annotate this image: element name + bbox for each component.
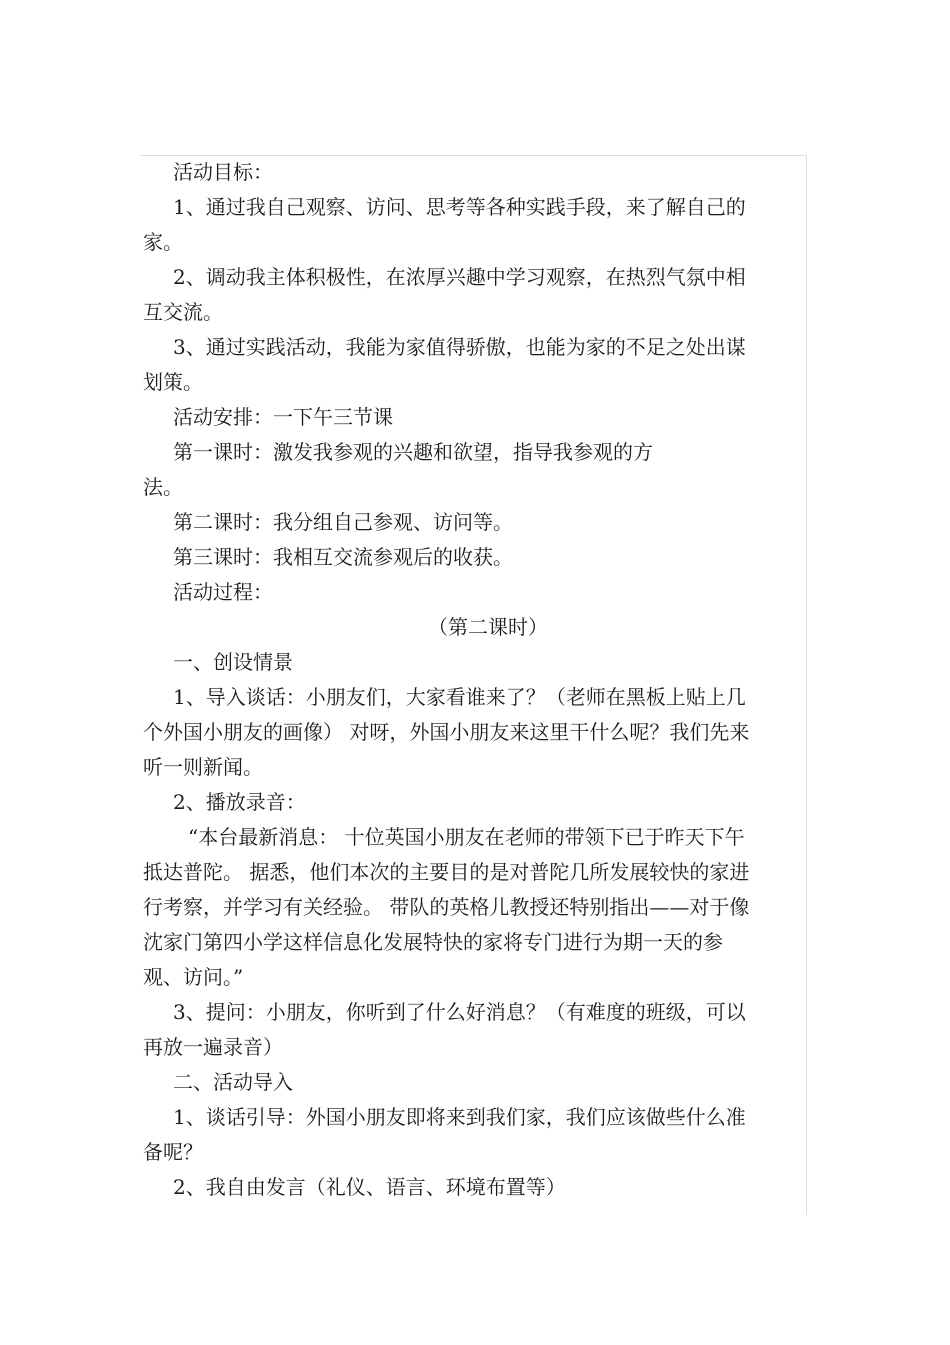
paragraph-line: 3、提问：小朋友，你听到了什么好消息？（有难度的班级，可以	[173, 1000, 746, 1024]
quote-line: 行考察，并学习有关经验。 带队的英格儿教授还特别指出——对于像	[143, 895, 750, 919]
paragraph-line: 第二课时：我分组自己参观、访问等。	[173, 510, 513, 534]
heading-section-two: 二、活动导入	[173, 1070, 293, 1094]
section-subtitle: （第二课时）	[428, 615, 548, 639]
paragraph-line: 第三课时：我相互交流参观后的收获。	[173, 545, 513, 569]
quote-line: 观、访问。”	[143, 965, 244, 989]
document-body	[143, 157, 793, 1207]
paragraph-line: 家。	[143, 230, 183, 254]
heading-activity-goals: 活动目标：	[173, 160, 273, 184]
paragraph-line: 个外国小朋友的画像） 对呀，外国小朋友来这里干什么呢？我们先来	[143, 720, 750, 744]
paragraph-line: 备呢？	[143, 1140, 203, 1164]
quote-line: “本台最新消息： 十位英国小朋友在老师的带领下已于昨天下午	[188, 825, 745, 849]
heading-activity-schedule: 活动安排：一下午三节课	[173, 405, 393, 429]
paragraph-line: 法。	[143, 475, 183, 499]
paragraph-line: 再放一遍录音）	[143, 1035, 283, 1059]
paragraph-line: 2、我自由发言（礼仪、语言、环境布置等）	[173, 1175, 566, 1199]
quote-line: 沈家门第四小学这样信息化发展特快的家将专门进行为期一天的参	[143, 930, 723, 954]
quote-line: 抵达普陀。 据悉，他们本次的主要目的是对普陀几所发展较快的家进	[143, 860, 750, 884]
paragraph-line: 3、通过实践活动，我能为家值得骄傲，也能为家的不足之处出谋	[173, 335, 746, 359]
paragraph-line: 划策。	[143, 370, 203, 394]
paragraph-line: 2、播放录音：	[173, 790, 306, 814]
paragraph-line: 1、通过我自己观察、访问、思考等各种实践手段，来了解自己的	[173, 195, 746, 219]
heading-activity-process: 活动过程：	[173, 580, 273, 604]
paragraph-line: 第一课时：激发我参观的兴趣和欲望，指导我参观的方	[173, 440, 653, 464]
paragraph-line: 互交流。	[143, 300, 223, 324]
paragraph-line: 2、调动我主体积极性，在浓厚兴趣中学习观察，在热烈气氛中相	[173, 265, 746, 289]
paragraph-line: 1、导入谈话：小朋友们，大家看谁来了？（老师在黑板上贴上几	[173, 685, 746, 709]
paragraph-line: 听一则新闻。	[143, 755, 263, 779]
paragraph-line: 1、谈话引导：外国小朋友即将来到我们家，我们应该做些什么准	[173, 1105, 746, 1129]
heading-section-one: 一、创设情景	[173, 650, 293, 674]
